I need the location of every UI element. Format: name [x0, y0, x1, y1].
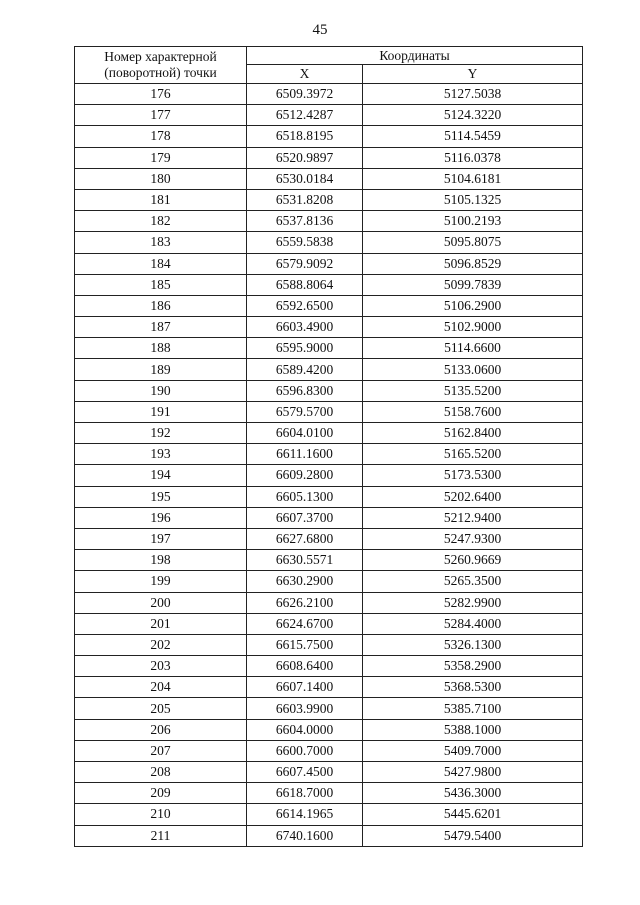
y-coordinate-cell: 5427.9800: [363, 762, 583, 783]
point-number-cell: 197: [75, 528, 247, 549]
table-row: [75, 380, 583, 401]
table-row: [75, 444, 583, 465]
y-coordinate-cell: 5158.7600: [363, 401, 583, 422]
table-row: [75, 656, 583, 677]
table-row: [75, 189, 583, 210]
x-coordinate-cell: 6611.1600: [247, 444, 363, 465]
point-number-cell: 203: [75, 656, 247, 677]
table-row: [75, 401, 583, 422]
table-row: [75, 105, 583, 126]
table-row: [75, 423, 583, 444]
table-row: [75, 84, 583, 105]
y-coordinate-cell: 5247.9300: [363, 528, 583, 549]
table-row: [75, 592, 583, 613]
y-coordinate-cell: 5133.0600: [363, 359, 583, 380]
point-number-cell: 181: [75, 189, 247, 210]
point-number-cell: 193: [75, 444, 247, 465]
x-coordinate-cell: 6630.2900: [247, 571, 363, 592]
y-coordinate-cell: 5479.5400: [363, 825, 583, 846]
x-coordinate-cell: 6520.9897: [247, 147, 363, 168]
x-coordinate-cell: 6604.0100: [247, 423, 363, 444]
point-number-cell: 206: [75, 719, 247, 740]
table-row: [75, 486, 583, 507]
x-coordinate-cell: 6603.9900: [247, 698, 363, 719]
table-row: [75, 719, 583, 740]
x-coordinate-cell: 6509.3972: [247, 84, 363, 105]
y-coordinate-cell: 5173.5300: [363, 465, 583, 486]
x-coordinate-cell: 6512.4287: [247, 105, 363, 126]
table-row: [75, 677, 583, 698]
y-coordinate-cell: 5265.3500: [363, 571, 583, 592]
point-number-cell: 202: [75, 634, 247, 655]
x-coordinate-cell: 6626.2100: [247, 592, 363, 613]
x-coordinate-cell: 6630.5571: [247, 550, 363, 571]
y-coordinate-cell: 5127.5038: [363, 84, 583, 105]
table-row: [75, 211, 583, 232]
point-number-cell: 211: [75, 825, 247, 846]
point-number-header: [75, 47, 247, 84]
point-number-cell: 195: [75, 486, 247, 507]
x-coordinate-cell: 6595.9000: [247, 338, 363, 359]
point-number-cell: 177: [75, 105, 247, 126]
table-row: [75, 295, 583, 316]
table-row: [75, 359, 583, 380]
point-number-cell: 176: [75, 84, 247, 105]
x-coordinate-cell: 6530.0184: [247, 168, 363, 189]
y-coordinate-cell: 5385.7100: [363, 698, 583, 719]
x-coordinate-cell: 6596.8300: [247, 380, 363, 401]
point-number-cell: 209: [75, 783, 247, 804]
point-number-cell: 187: [75, 317, 247, 338]
point-number-cell: 198: [75, 550, 247, 571]
y-coordinate-cell: 5212.9400: [363, 507, 583, 528]
point-number-cell: 200: [75, 592, 247, 613]
y-coordinate-cell: 5284.4000: [363, 613, 583, 634]
x-coordinate-cell: 6618.7000: [247, 783, 363, 804]
y-coordinate-cell: 5162.8400: [363, 423, 583, 444]
point-number-cell: 179: [75, 147, 247, 168]
table-row: [75, 783, 583, 804]
y-coordinate-cell: 5106.2900: [363, 295, 583, 316]
table-row: [75, 550, 583, 571]
y-coordinate-cell: 5135.5200: [363, 380, 583, 401]
point-number-cell: 182: [75, 211, 247, 232]
y-coordinate-cell: 5114.6600: [363, 338, 583, 359]
table-row: [75, 274, 583, 295]
x-coordinate-cell: 6518.8195: [247, 126, 363, 147]
y-coordinate-cell: 5124.3220: [363, 105, 583, 126]
point-number-cell: 191: [75, 401, 247, 422]
y-coordinate-cell: 5358.2900: [363, 656, 583, 677]
x-coordinate-cell: 6605.1300: [247, 486, 363, 507]
table-row: [75, 634, 583, 655]
table-row: [75, 740, 583, 761]
coordinates-table: [74, 46, 583, 847]
point-number-cell: 189: [75, 359, 247, 380]
x-coordinate-cell: 6615.7500: [247, 634, 363, 655]
table-row: [75, 528, 583, 549]
x-coordinate-cell: 6624.6700: [247, 613, 363, 634]
x-coordinate-cell: 6604.0000: [247, 719, 363, 740]
x-coordinate-cell: 6607.3700: [247, 507, 363, 528]
y-coordinate-cell: 5260.9669: [363, 550, 583, 571]
y-coordinate-cell: 5165.5200: [363, 444, 583, 465]
x-coordinate-cell: 6592.6500: [247, 295, 363, 316]
y-coordinate-cell: 5104.6181: [363, 168, 583, 189]
point-number-cell: 194: [75, 465, 247, 486]
x-coordinate-cell: 6589.4200: [247, 359, 363, 380]
x-coordinate-cell: 6614.1965: [247, 804, 363, 825]
x-coordinate-cell: 6531.8208: [247, 189, 363, 210]
table-row: [75, 317, 583, 338]
point-number-cell: 196: [75, 507, 247, 528]
table-row: [75, 571, 583, 592]
y-coordinate-cell: 5099.7839: [363, 274, 583, 295]
coordinates-header: Координаты: [247, 47, 583, 65]
table-row: [75, 804, 583, 825]
point-number-cell: 185: [75, 274, 247, 295]
y-coordinate-cell: 5114.5459: [363, 126, 583, 147]
y-coordinate-cell: 5326.1300: [363, 634, 583, 655]
table-row: [75, 507, 583, 528]
y-coordinate-cell: 5368.5300: [363, 677, 583, 698]
table-row: [75, 232, 583, 253]
table-row: [75, 126, 583, 147]
table-row: [75, 168, 583, 189]
y-coordinate-cell: 5409.7000: [363, 740, 583, 761]
y-coordinate-cell: 5436.3000: [363, 783, 583, 804]
x-coordinate-cell: 6740.1600: [247, 825, 363, 846]
x-coordinate-cell: 6627.6800: [247, 528, 363, 549]
table-row: [75, 762, 583, 783]
point-header-line1: Номер характерной: [104, 49, 217, 64]
table-row: [75, 825, 583, 846]
x-coordinate-cell: 6600.7000: [247, 740, 363, 761]
point-number-cell: 180: [75, 168, 247, 189]
table-row: [75, 698, 583, 719]
y-header: Y: [363, 65, 583, 84]
page-number: 45: [312, 22, 328, 38]
x-coordinate-cell: 6559.5838: [247, 232, 363, 253]
point-number-cell: 210: [75, 804, 247, 825]
y-coordinate-cell: 5096.8529: [363, 253, 583, 274]
point-number-cell: 192: [75, 423, 247, 444]
point-number-cell: 204: [75, 677, 247, 698]
point-number-cell: 178: [75, 126, 247, 147]
x-coordinate-cell: 6609.2800: [247, 465, 363, 486]
x-coordinate-cell: 6607.4500: [247, 762, 363, 783]
y-coordinate-cell: 5282.9900: [363, 592, 583, 613]
y-coordinate-cell: 5105.1325: [363, 189, 583, 210]
table-row: [75, 338, 583, 359]
point-number-cell: 183: [75, 232, 247, 253]
x-coordinate-cell: 6579.5700: [247, 401, 363, 422]
y-coordinate-cell: 5388.1000: [363, 719, 583, 740]
table-body: [75, 84, 583, 847]
point-number-cell: 201: [75, 613, 247, 634]
x-coordinate-cell: 6537.8136: [247, 211, 363, 232]
point-number-cell: 208: [75, 762, 247, 783]
table-row: [75, 147, 583, 168]
x-header: X: [247, 65, 363, 84]
point-number-cell: 184: [75, 253, 247, 274]
y-coordinate-cell: 5102.9000: [363, 317, 583, 338]
point-number-cell: 199: [75, 571, 247, 592]
table-row: [75, 253, 583, 274]
table-row: [75, 465, 583, 486]
x-coordinate-cell: 6607.1400: [247, 677, 363, 698]
y-coordinate-cell: 5116.0378: [363, 147, 583, 168]
x-coordinate-cell: 6603.4900: [247, 317, 363, 338]
x-coordinate-cell: 6608.6400: [247, 656, 363, 677]
y-coordinate-cell: 5202.6400: [363, 486, 583, 507]
x-coordinate-cell: 6579.9092: [247, 253, 363, 274]
point-number-cell: 205: [75, 698, 247, 719]
y-coordinate-cell: 5095.8075: [363, 232, 583, 253]
point-number-cell: 186: [75, 295, 247, 316]
point-number-cell: 207: [75, 740, 247, 761]
point-header-line2: (поворотной) точки: [104, 65, 217, 80]
y-coordinate-cell: 5445.6201: [363, 804, 583, 825]
x-coordinate-cell: 6588.8064: [247, 274, 363, 295]
point-number-cell: 188: [75, 338, 247, 359]
point-number-cell: 190: [75, 380, 247, 401]
table-row: [75, 613, 583, 634]
y-coordinate-cell: 5100.2193: [363, 211, 583, 232]
